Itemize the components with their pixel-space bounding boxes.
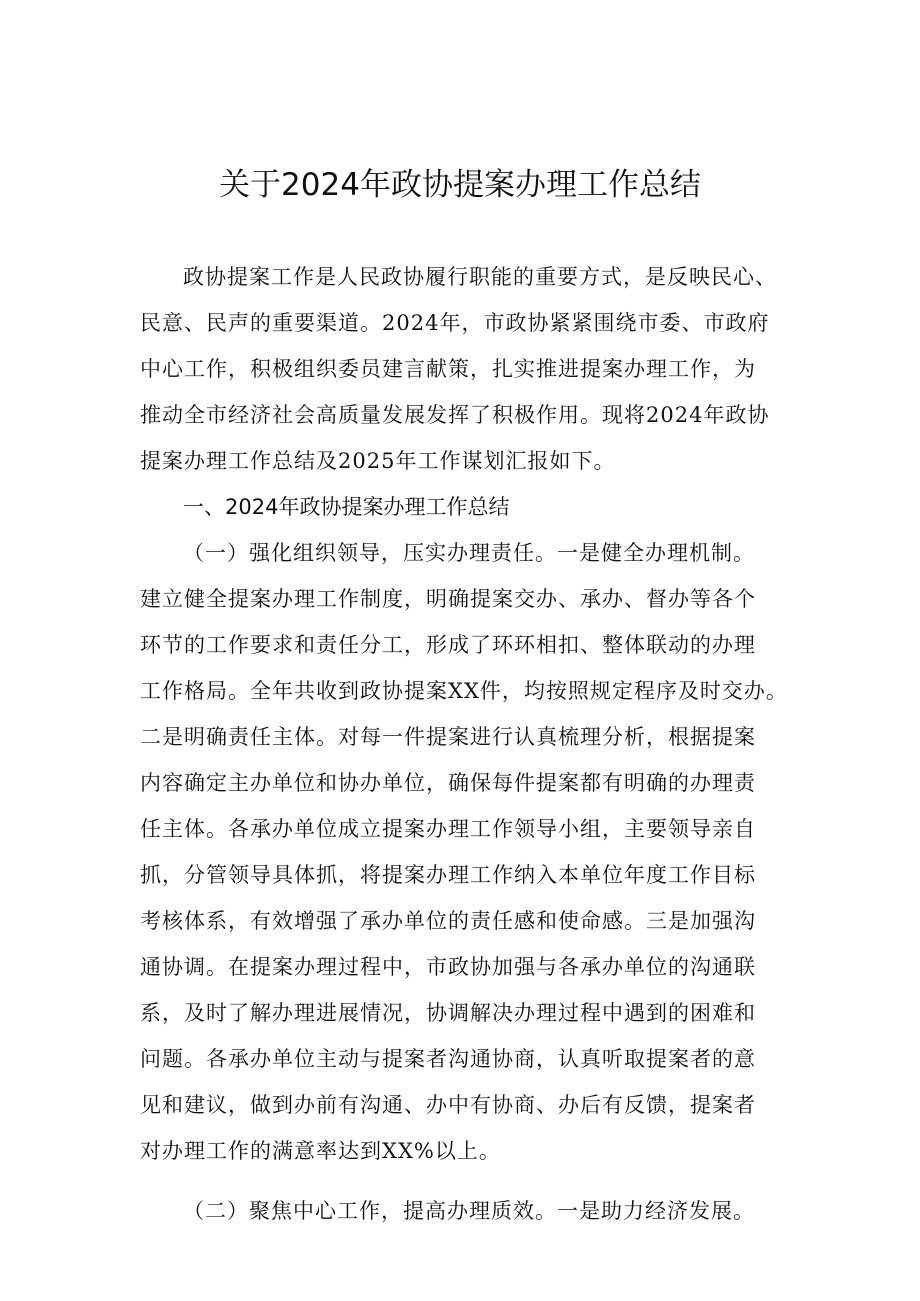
paragraph-gap xyxy=(140,1174,794,1188)
paragraph-line: （二）聚焦中心工作，提高办理质效。一是助力经济发展。 xyxy=(183,1199,755,1223)
paragraph-line: 对办理工作的满意率达到XX%以上。 xyxy=(140,1139,501,1163)
paragraph-line: 环节的工作要求和责任分工，形成了环环相扣、整体联动的办理 xyxy=(140,633,756,657)
paragraph-line: 民意、民声的重要渠道。2024年，市政协紧紧围绕市委、市政府 xyxy=(140,311,770,335)
paragraph-line: 中心工作，积极组织委员建言献策，扎实推进提案办理工作，为 xyxy=(140,357,756,381)
paragraph-line: 系，及时了解办理进展情况，协调解决办理过程中遇到的困难和 xyxy=(140,1001,756,1025)
paragraph-line: 内容确定主办单位和协办单位，确保每件提案都有明确的办理责 xyxy=(140,771,756,795)
paragraph-line: 问题。各承办单位主动与提案者沟通协商，认真听取提案者的意 xyxy=(140,1047,756,1071)
paragraph-line: 通协调。在提案办理过程中，市政协加强与各承办单位的沟通联 xyxy=(140,955,756,979)
document-title: 关于2024年政协提案办理工作总结 xyxy=(219,167,701,203)
paragraph-line: 考核体系，有效增强了承办单位的责任感和使命感。三是加强沟 xyxy=(140,909,756,933)
document-body xyxy=(140,254,794,1234)
paragraph-line: 二是明确责任主体。对每一件提案进行认真梳理分析，根据提案 xyxy=(140,725,756,749)
paragraph-line: 政协提案工作是人民政协履行职能的重要方式，是反映民心、 xyxy=(183,265,777,289)
paragraph-line: 任主体。各承办单位成立提案办理工作领导小组，主要领导亲自 xyxy=(140,817,756,841)
paragraph-line: 建立健全提案办理工作制度，明确提案交办、承办、督办等各个 xyxy=(140,587,756,611)
paragraph-line: 抓，分管领导具体抓，将提案办理工作纳入本单位年度工作目标 xyxy=(140,863,756,887)
paragraph-line: 提案办理工作总结及2025年工作谋划汇报如下。 xyxy=(140,449,616,473)
paragraph-line: （一）强化组织领导，压实办理责任。一是健全办理机制。 xyxy=(183,541,755,565)
paragraph-line: 工作格局。全年共收到政协提案XX件，均按照规定程序及时交办。 xyxy=(140,679,788,703)
paragraph-line: 见和建议，做到办前有沟通、办中有协商、办后有反馈，提案者 xyxy=(140,1093,756,1117)
paragraph-line: 推动全市经济社会高质量发展发挥了积极作用。现将2024年政协 xyxy=(140,403,770,427)
section-heading: 一、2024年政协提案办理工作总结 xyxy=(183,495,510,519)
